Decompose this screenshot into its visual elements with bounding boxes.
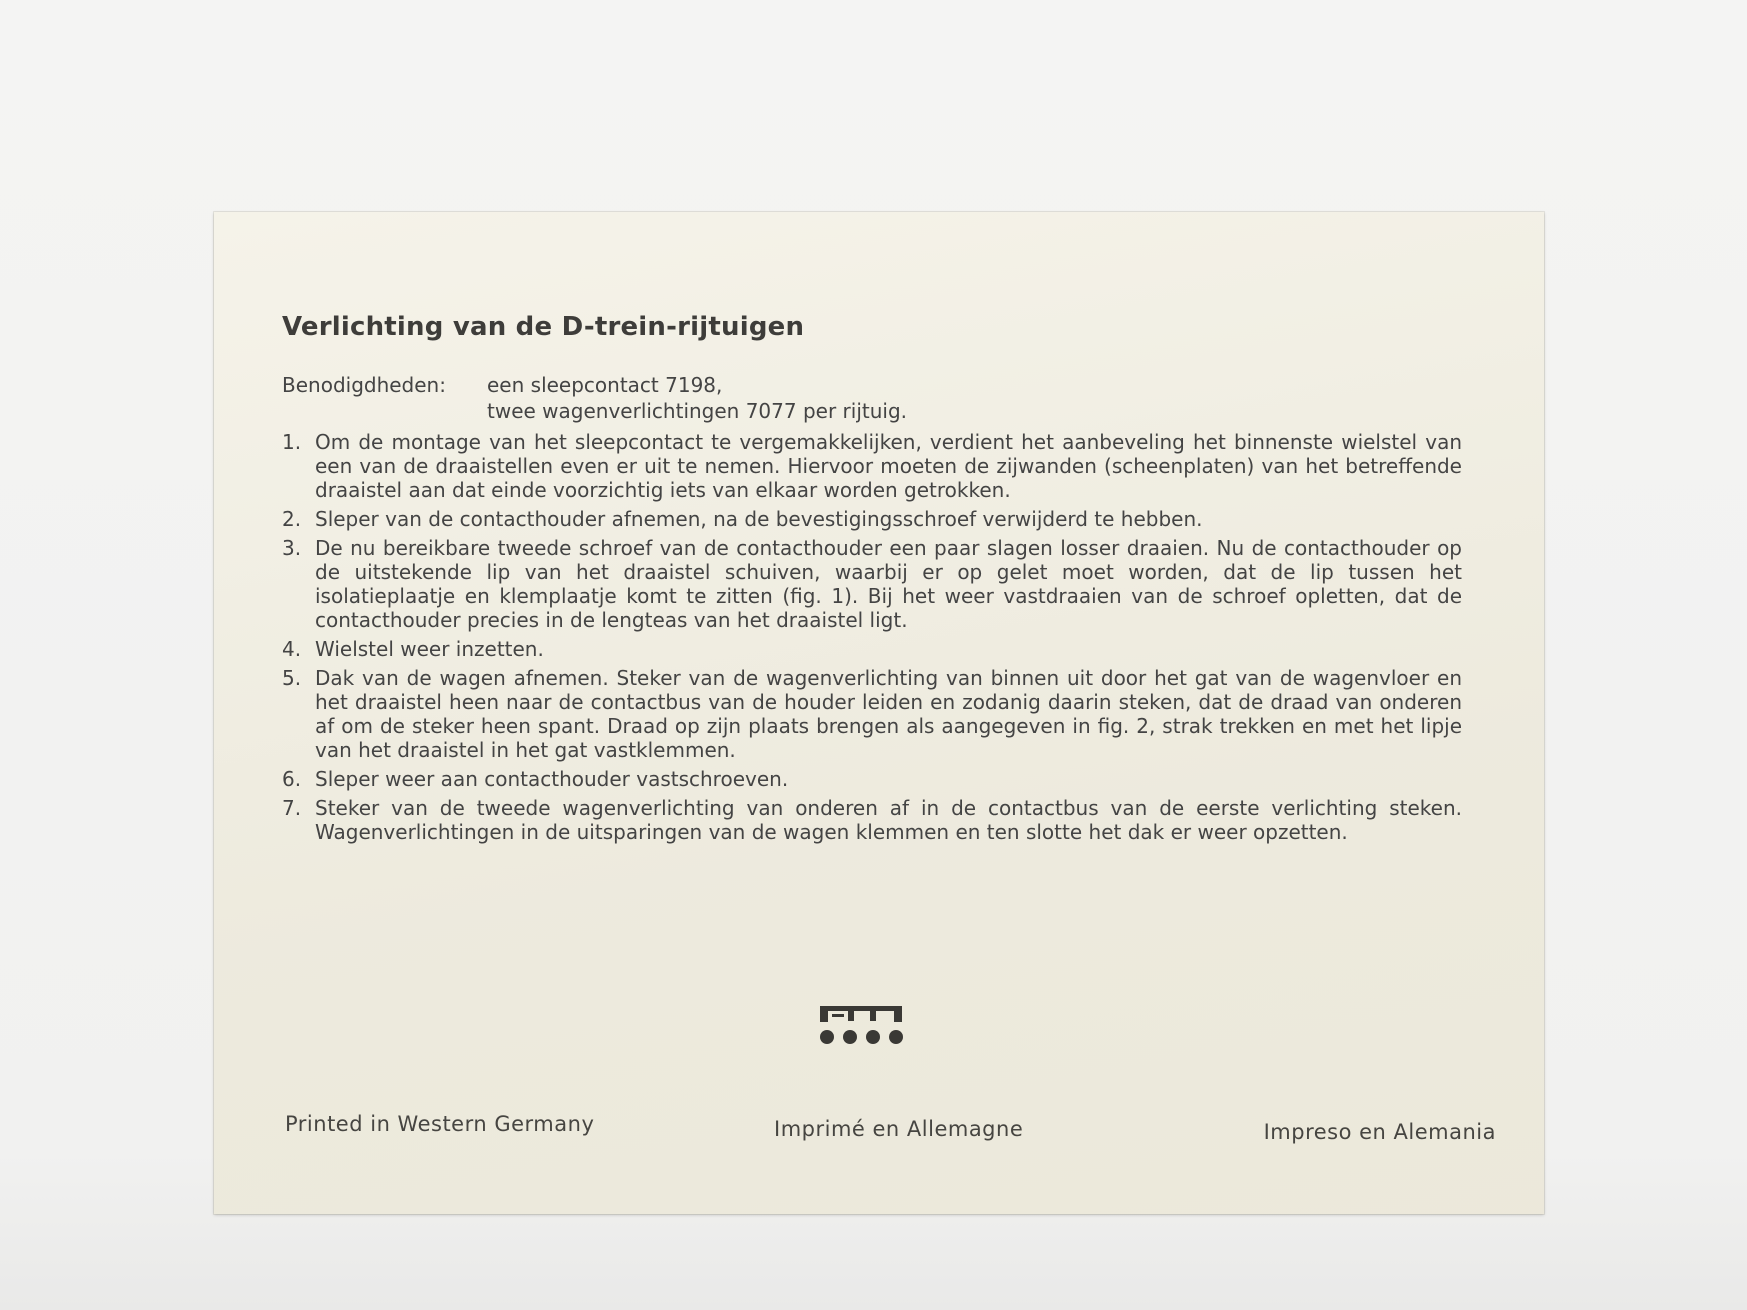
step-4 bbox=[282, 637, 1462, 661]
step-text: Wielstel weer inzetten. bbox=[315, 637, 544, 661]
requirements-line-2: twee wagenverlichtingen 7077 per rijtuig. bbox=[487, 399, 908, 423]
step-number: 1. bbox=[282, 430, 302, 454]
requirements-label: Benodigdheden: bbox=[282, 373, 446, 397]
step-text: Om de montage van het sleepcontact te vergemakkelijken, verdient het aanbeveling het binnenste wielstel van een van de draaistellen even er uit te nemen. Hiervoor moeten de zijwanden (scheenplaten) van het betreffende draaistel aan dat einde voorzichtig iets van elkaar worden getrokken. bbox=[315, 430, 1462, 502]
step-6 bbox=[282, 767, 1462, 791]
page-title: Verlichting van de D-trein-rijtuigen bbox=[282, 312, 805, 342]
step-number: 5. bbox=[282, 666, 302, 690]
instruction-sheet bbox=[214, 212, 1544, 1214]
requirements bbox=[282, 372, 1462, 424]
footer-english: Printed in Western Germany bbox=[285, 1112, 595, 1136]
footer-french: Imprimé en Allemagne bbox=[774, 1117, 1024, 1141]
step-number: 7. bbox=[282, 796, 302, 820]
step-number: 6. bbox=[282, 767, 302, 791]
step-number: 4. bbox=[282, 637, 302, 661]
footer-spanish: Impreso en Alemania bbox=[1263, 1120, 1496, 1144]
step-text: Steker van de tweede wagenverlichting van onderen af in de contactbus van de eerste verlichting steken. Wagenverlichtingen in de uitsparingen van de wagen klemmen en ten slotte het dak er weer opzetten. bbox=[315, 796, 1462, 844]
locomotive-logo-icon bbox=[818, 1004, 904, 1046]
requirements-line-1: een sleepcontact 7198, bbox=[487, 373, 723, 397]
step-text: Sleper weer aan contacthouder vastschroeven. bbox=[315, 767, 789, 791]
step-text: Dak van de wagen afnemen. Steker van de wagenverlichting van binnen uit door het gat van de wagenvloer en het draaistel heen naar de contactbus van de houder leiden en zodanig daarin steken, dat de draad van onderen af om de steker heen spant. Draad op zijn plaats brengen als aangegeven in fig. 2, strak trekken en met het lipje van het draaistel in het gat vastklemmen. bbox=[315, 666, 1462, 762]
step-1 bbox=[282, 430, 1462, 502]
step-number: 3. bbox=[282, 536, 302, 560]
step-text: Sleper van de contacthouder afnemen, na de bevestigingsschroef verwijderd te hebben. bbox=[315, 507, 1203, 531]
step-5 bbox=[282, 666, 1462, 762]
instruction-steps bbox=[282, 430, 1462, 849]
step-7 bbox=[282, 796, 1462, 844]
step-text: De nu bereikbare tweede schroef van de contacthouder een paar slagen losser draaien. Nu de contacthouder op de uitstekende lip van het draaistel schuiven, waarbij er op gelet moet worden, dat de lip tussen het isolatieplaatje en klemplaatje komt te zitten (fig. 1). Bij het weer vastdraaien van de schroef opletten, dat de contacthouder precies in de lengteas van het draaistel ligt. bbox=[315, 536, 1462, 632]
step-2 bbox=[282, 507, 1462, 531]
step-3 bbox=[282, 536, 1462, 632]
step-number: 2. bbox=[282, 507, 302, 531]
